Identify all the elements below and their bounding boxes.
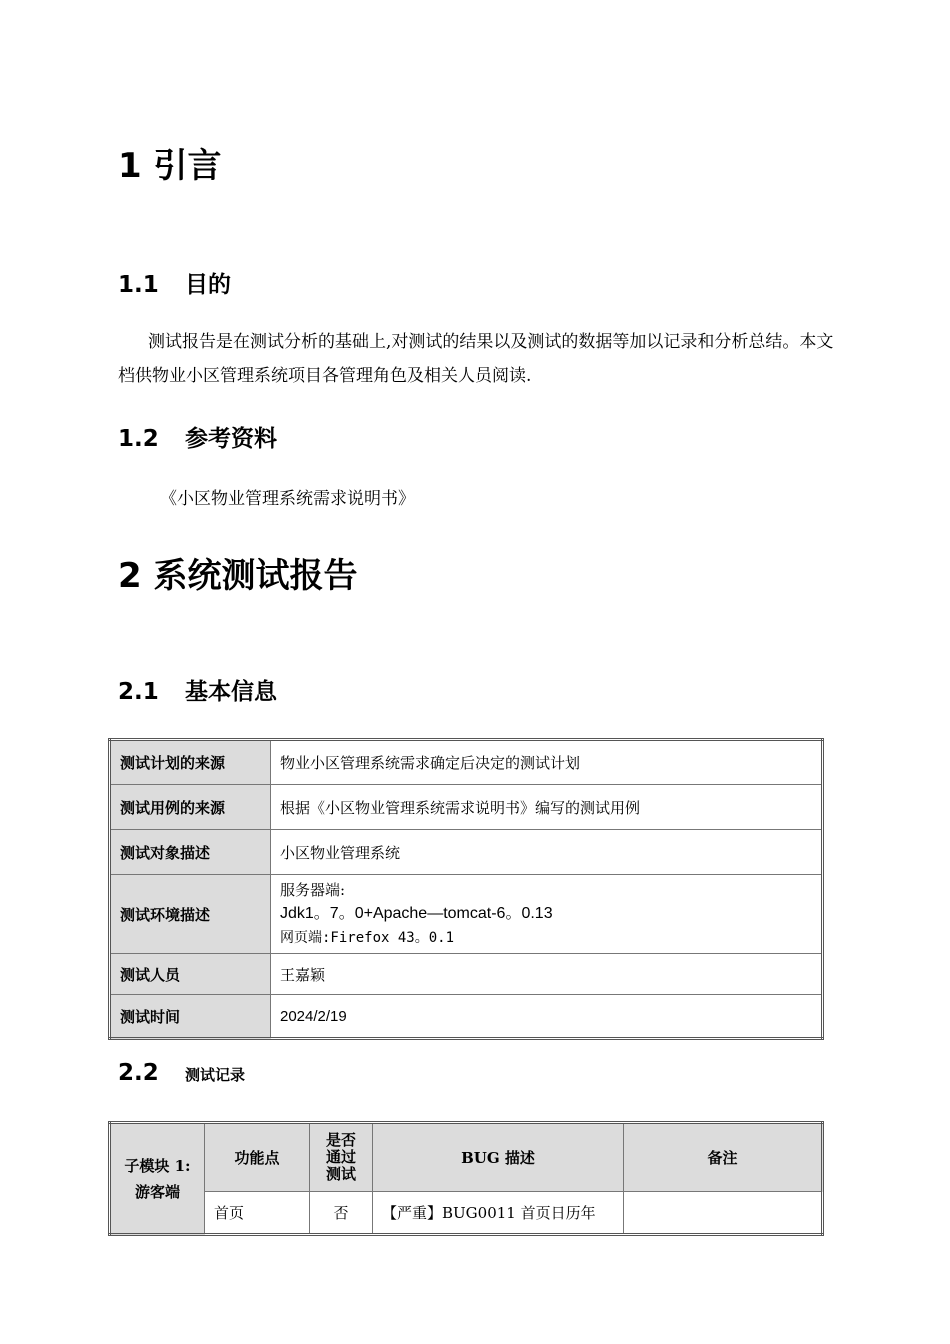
heading-title: 参考资料	[185, 426, 277, 452]
info-label: 测试时间	[110, 995, 271, 1039]
test-record-table	[108, 1121, 824, 1236]
table-row	[110, 1192, 823, 1235]
heading-number: 1.1	[118, 272, 159, 298]
heading-1-2	[118, 420, 277, 453]
heading-number: 2.1	[118, 679, 159, 705]
table-row	[110, 995, 823, 1039]
env-server-label: 服务器端:	[280, 881, 346, 899]
table-row	[110, 830, 823, 875]
column-header-passed: 是否通过测试	[310, 1123, 373, 1192]
heading-1-1	[118, 266, 231, 299]
basic-info-table	[108, 738, 824, 1040]
info-value: 王嘉颖	[271, 954, 823, 995]
column-header-note: 备注	[624, 1123, 823, 1192]
heading-2-1	[118, 673, 277, 706]
info-value-environment	[271, 875, 823, 954]
env-server-value: Jdk1。7。0+Apache—tomcat-6。0.13	[280, 905, 553, 922]
heading-section-1: 1 引言	[118, 146, 222, 186]
info-label: 测试用例的来源	[110, 785, 271, 830]
column-header-bug: BUG 描述	[373, 1123, 624, 1192]
table-row	[110, 954, 823, 995]
info-value: 2024/2/19	[271, 995, 823, 1039]
module-cell: 子模块 1:游客端	[110, 1123, 205, 1235]
column-header-function: 功能点	[205, 1123, 310, 1192]
heading-title: 基本信息	[185, 679, 277, 705]
heading-number: 2.2	[118, 1060, 159, 1086]
purpose-paragraph: 测试报告是在测试分析的基础上,对测试的结果以及测试的数据等加以记录和分析总结。本文档供物业小区管理系统项目各管理角色及相关人员阅读.	[118, 332, 834, 386]
info-value: 小区物业管理系统	[271, 830, 823, 875]
table-row	[110, 875, 823, 954]
heading-title: 测试记录	[185, 1066, 246, 1084]
table-header-row	[110, 1123, 823, 1192]
bug-cell: 【严重】BUG0011 首页日历年	[373, 1192, 624, 1235]
info-label: 测试对象描述	[110, 830, 271, 875]
note-cell	[624, 1192, 823, 1235]
info-value: 物业小区管理系统需求确定后决定的测试计划	[271, 740, 823, 785]
heading-title: 目的	[185, 272, 231, 298]
info-label: 测试环境描述	[110, 875, 271, 954]
table-row	[110, 785, 823, 830]
env-browser: 网页端:Firefox 43。0.1	[280, 930, 455, 946]
info-value: 根据《小区物业管理系统需求说明书》编写的测试用例	[271, 785, 823, 830]
info-label: 测试计划的来源	[110, 740, 271, 785]
table-row	[110, 740, 823, 785]
reference-item: 《小区物业管理系统需求说明书》	[160, 489, 415, 509]
heading-section-2: 2 系统测试报告	[118, 556, 358, 596]
function-cell: 首页	[205, 1192, 310, 1235]
heading-number: 1.2	[118, 426, 159, 452]
info-label: 测试人员	[110, 954, 271, 995]
passed-cell: 否	[310, 1192, 373, 1235]
heading-2-2	[118, 1060, 245, 1086]
